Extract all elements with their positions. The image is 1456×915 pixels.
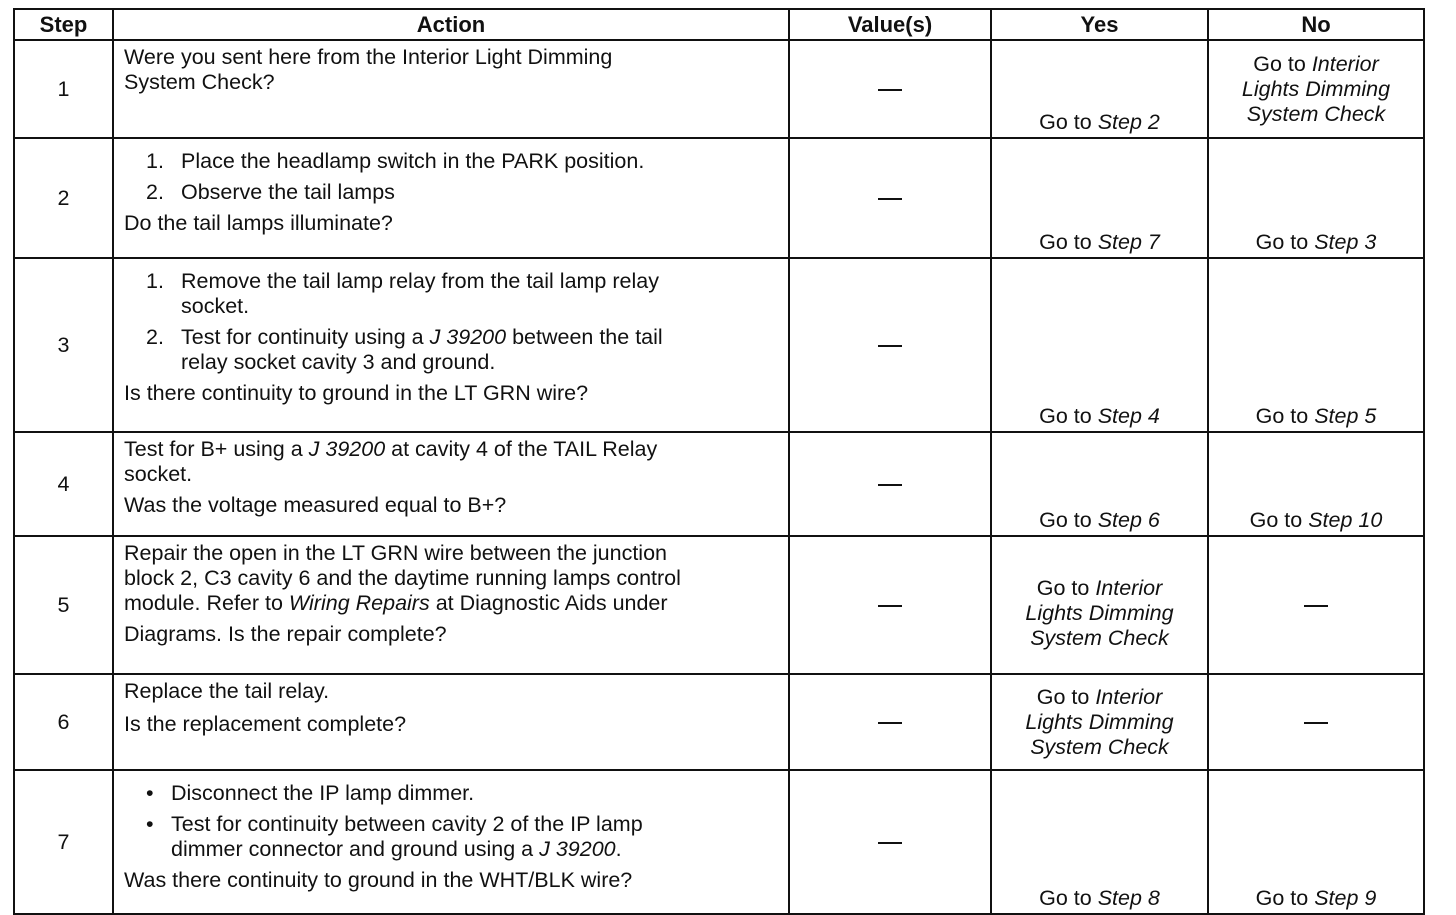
tool-reference: J 39200	[429, 325, 507, 349]
action-text: Were you sent here from the Interior Light Dimming	[124, 45, 613, 69]
action-cell: 1. Remove the tail lamp relay from the tail lamp relay socket. 2. Test for continuity using a J 39200 between the tail relay socket cavity 3 and ground. Is there continuity to ground in the LT GRN wire?	[113, 258, 789, 432]
table-row	[14, 674, 1424, 770]
header-value: Value(s)	[789, 9, 991, 40]
step-link[interactable]: Step 8	[1097, 886, 1160, 910]
yes-cell: Go to Step 4	[991, 258, 1208, 432]
dash-value	[1304, 722, 1328, 724]
value-cell	[789, 432, 991, 536]
dash-value	[878, 842, 902, 844]
value-cell	[789, 536, 991, 674]
value-cell	[789, 258, 991, 432]
interior-lights-link[interactable]: Interior	[1311, 51, 1379, 76]
action-cell: Repair the open in the LT GRN wire between the junction block 2, C3 cavity 6 and the daytime running lamps control module. Refer to Wiring Repairs at Diagnostic Aids under Diagrams. Is the repair complete?	[113, 536, 789, 674]
value-cell	[789, 40, 991, 138]
action-cell: Test for B+ using a J 39200 at cavity 4 of the TAIL Relay socket. Was the voltage measured equal to B+?	[113, 432, 789, 536]
yes-cell: Go to Interior Lights Dimming System Check	[991, 674, 1208, 770]
step-link[interactable]: Step 4	[1097, 404, 1160, 428]
table-row	[14, 258, 1424, 432]
no-cell	[1208, 536, 1424, 674]
step-link[interactable]: Step 9	[1314, 886, 1377, 910]
step-number: 6	[14, 674, 113, 770]
no-cell: Go to Interior Lights Dimming System Check	[1208, 40, 1424, 138]
action-item: Remove the tail lamp relay from the tail lamp relay	[181, 269, 659, 293]
header-action: Action	[113, 9, 789, 40]
step-link[interactable]: Step 6	[1097, 508, 1160, 532]
action-question: Is the replacement complete?	[124, 712, 407, 736]
no-cell: Go to Step 10	[1208, 432, 1424, 536]
step-link[interactable]: Step 3	[1314, 230, 1377, 254]
action-question: Is there continuity to ground in the LT GRN wire?	[124, 381, 589, 405]
action-question: Diagrams. Is the repair complete?	[124, 622, 447, 646]
interior-lights-link-line2[interactable]: Lights Dimming	[1241, 76, 1391, 101]
action-cell	[113, 40, 789, 138]
interior-lights-link[interactable]: Interior	[1095, 684, 1163, 709]
dash-value	[878, 345, 902, 347]
value-cell	[789, 138, 991, 258]
dash-value	[878, 484, 902, 486]
tool-reference: J 39200	[539, 837, 616, 861]
action-cell: 1. Place the headlamp switch in the PARK position. 2. Observe the tail lamps Do the tail lamps illuminate?	[113, 138, 789, 258]
step-number: 4	[14, 432, 113, 536]
dash-value	[878, 198, 902, 200]
step-link[interactable]: Step 7	[1097, 230, 1160, 254]
action-cell: Replace the tail relay. Is the replacement complete?	[113, 674, 789, 770]
yes-cell: Go to Step 7	[991, 138, 1208, 258]
step-number: 2	[14, 138, 113, 258]
no-cell: Go to Step 3	[1208, 138, 1424, 258]
step-number: 1	[14, 40, 113, 138]
table-row	[14, 40, 1424, 138]
header-row	[14, 9, 1424, 40]
value-cell	[789, 674, 991, 770]
header-yes: Yes	[991, 9, 1208, 40]
action-text: System Check?	[124, 70, 275, 94]
dash-value	[1304, 605, 1328, 607]
value-cell	[789, 770, 991, 914]
table-row	[14, 536, 1424, 674]
step-number: 3	[14, 258, 113, 432]
step-number: 5	[14, 536, 113, 674]
interior-lights-link[interactable]: Interior	[1095, 575, 1163, 600]
step-link[interactable]: Step 2	[1097, 110, 1160, 134]
step-link[interactable]: Step 5	[1314, 404, 1377, 428]
header-no: No	[1208, 9, 1424, 40]
action-item: Place the headlamp switch in the PARK position.	[181, 149, 645, 173]
step-link[interactable]: Step 10	[1308, 508, 1383, 532]
dash-value	[878, 605, 902, 607]
action-item: Observe the tail lamps	[181, 180, 395, 204]
dash-value	[878, 722, 902, 724]
action-question: Was the voltage measured equal to B+?	[124, 493, 507, 517]
yes-cell: Go to Interior Lights Dimming System Check	[991, 536, 1208, 674]
header-step: Step	[14, 9, 113, 40]
yes-cell: Go to Step 2	[991, 40, 1208, 138]
dash-value	[878, 89, 902, 91]
yes-cell: Go to Step 8	[991, 770, 1208, 914]
diagnostic-table	[13, 8, 1425, 915]
table-row	[14, 770, 1424, 914]
yes-cell: Go to Step 6	[991, 432, 1208, 536]
wiring-repairs-link[interactable]: Wiring Repairs	[288, 591, 430, 615]
action-cell: • Disconnect the IP lamp dimmer. • Test for continuity between cavity 2 of the IP lamp dimmer connector and ground using a J 39200. Was there continuity to ground in the WHT/BLK wire?	[113, 770, 789, 914]
table-row	[14, 138, 1424, 258]
no-cell: Go to Step 5	[1208, 258, 1424, 432]
table-row	[14, 432, 1424, 536]
no-cell: Go to Step 9	[1208, 770, 1424, 914]
action-question: Was there continuity to ground in the WHT/BLK wire?	[124, 868, 633, 892]
tool-reference: J 39200	[308, 437, 386, 461]
step-number: 7	[14, 770, 113, 914]
interior-lights-link-line3[interactable]: System Check	[1246, 101, 1386, 126]
action-question: Do the tail lamps illuminate?	[124, 211, 393, 235]
no-cell	[1208, 674, 1424, 770]
